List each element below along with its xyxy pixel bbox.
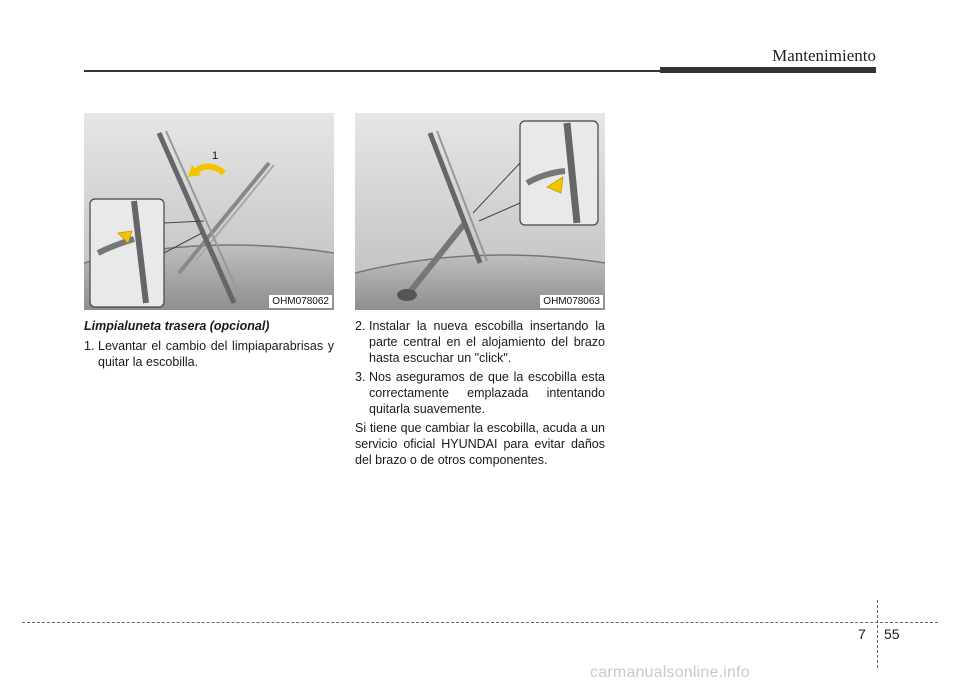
step-number: 1.: [84, 339, 95, 353]
step-text: Nos aseguramos de que la escobilla esta correctamente emplazada intentando quitarla suavemente.: [369, 370, 605, 416]
right-text-column: [355, 318, 605, 468]
left-text-column: [84, 318, 334, 373]
step-item: [84, 338, 334, 370]
figure-callout-number: 1: [212, 150, 219, 162]
step-item: [355, 369, 605, 417]
step-text: Levantar el cambio del limpiaparabrisas y quitar la escobilla.: [98, 339, 334, 369]
section-heading: Limpialuneta trasera (opcional): [84, 319, 270, 333]
step-text: Instalar la nueva escobilla insertando la parte central en el alojamiento del brazo hasta escuchar un "click".: [369, 319, 605, 365]
figure-code: OHM078063: [540, 295, 603, 308]
step-number: 3.: [355, 370, 366, 384]
illustration-wiper-install: [355, 113, 605, 310]
page-number: 55: [884, 626, 900, 642]
chapter-number: 7: [858, 626, 866, 642]
step-item: [355, 318, 605, 366]
figure-rear-wiper-removal: [84, 113, 334, 310]
footer-rule: [22, 622, 938, 623]
header-rule-thick: [660, 67, 876, 73]
figure-rear-wiper-install: [355, 113, 605, 310]
watermark: carmanualsonline.info: [590, 664, 750, 681]
illustration-wiper-lift: [84, 113, 334, 310]
service-note: Si tiene que cambiar la escobilla, acuda a un servicio oficial HYUNDAI para evitar daños del brazo o de otros componentes.: [355, 421, 605, 467]
step-number: 2.: [355, 319, 366, 333]
header-title: Mantenimiento: [772, 46, 876, 65]
figure-code: OHM078062: [269, 295, 332, 308]
footer-divider: [877, 600, 878, 668]
header-rule-thin: [84, 70, 662, 72]
